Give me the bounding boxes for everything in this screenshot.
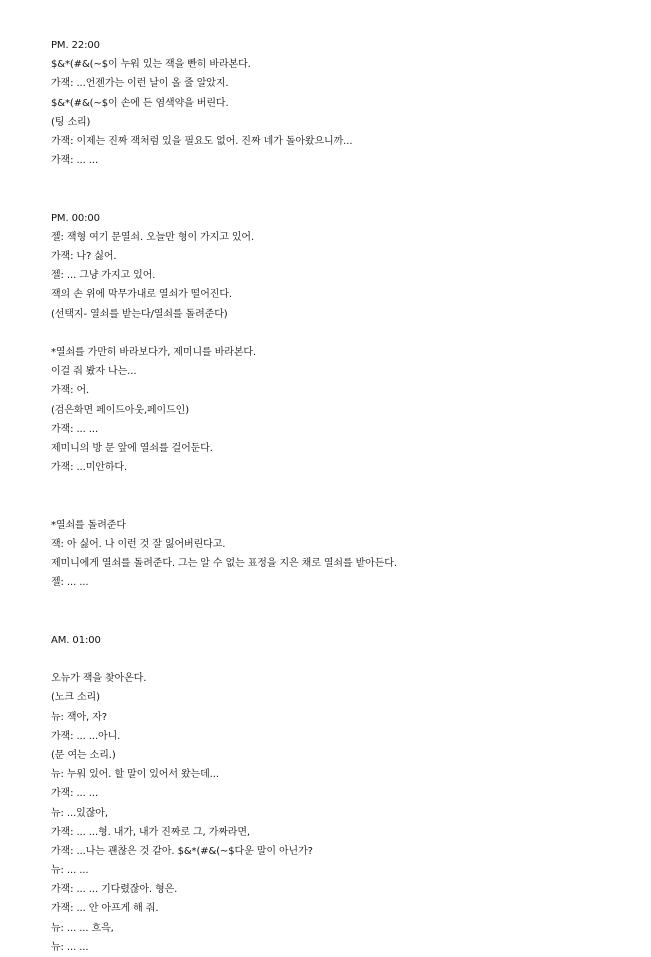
script-line: (검은화면 페이드아웃,페이드인) xyxy=(51,404,190,416)
script-line: (팅 소리) xyxy=(51,116,91,128)
script-line: 가잭: ... ...아니. xyxy=(51,730,121,742)
script-line: (문 여는 소리.) xyxy=(51,749,116,761)
script-line: $&*(#&(~$이 누워 있는 잭을 빤히 바라본다. xyxy=(51,59,251,71)
script-line: 가잭: ... ...형. 내가, 내가 진짜로 그, 가짜라면, xyxy=(51,826,251,838)
script-line: 가잭: ... ... xyxy=(51,423,99,435)
script-line: 제미니의 방 문 앞에 열쇠를 걸어둔다. xyxy=(51,442,213,454)
script-line: 가잭: ...나는 괜찮은 것 같아. $&*(#&(~$다운 말이 아닌가? xyxy=(51,845,313,857)
script-line: 젤: 잭형 여기 문열쇠. 오늘만 형이 가지고 있어. xyxy=(51,231,255,243)
script-line: 잭의 손 위에 막무가내로 열쇠가 떨어진다. xyxy=(51,289,232,301)
time-heading: AM. 01:00 xyxy=(51,634,101,646)
script-line: 이걸 줘 봤자 나는... xyxy=(51,366,137,378)
time-heading: PM. 22:00 xyxy=(51,40,100,51)
script-line: 뉴: ... ... xyxy=(51,941,89,953)
script-line: 가잭: 어. xyxy=(51,385,90,397)
section-spacer xyxy=(51,324,641,343)
script-line: 뉴: ... ... xyxy=(51,865,89,877)
script-line: 가잭: ...미안하다. xyxy=(51,462,128,474)
choice-line: (선택지- 열쇠를 받는다/열쇠를 돌려준다) xyxy=(51,308,228,320)
script-line: 가잭: ...언젠가는 이런 날이 올 줄 알았지. xyxy=(51,78,229,90)
script-line: (노크 소리) xyxy=(51,692,100,704)
script-line: 가잭: ... ... xyxy=(51,155,99,167)
section-spacer xyxy=(51,592,641,630)
section-am-0100-heading xyxy=(51,631,641,650)
section-spacer xyxy=(51,170,641,208)
script-line: 뉴: 누워 있어. 할 말이 있어서 왔는데... xyxy=(51,769,219,781)
script-line: 가잭: ... ... 기다렸잖아. 형은. xyxy=(51,884,178,896)
time-heading: PM. 00:00 xyxy=(51,212,100,224)
script-line: 뉴: 잭아, 자? xyxy=(51,711,107,723)
section-pm-2200 xyxy=(51,36,641,170)
script-line: 젤: ... 그냥 가지고 있어. xyxy=(51,270,156,282)
script-line: 제미니에게 열쇠를 돌려준다. 그는 알 수 없는 표정을 지은 채로 열쇠를 받아든다. xyxy=(51,558,397,570)
section-pm-0000 xyxy=(51,209,641,324)
section-spacer xyxy=(51,650,641,669)
script-line: 가잭: ... 안 아프게 해 줘. xyxy=(51,903,159,915)
script-line: 잭: 아 싫어. 나 이런 것 잘 잃어버린다고. xyxy=(51,538,226,550)
document-body xyxy=(51,36,641,957)
script-line: 가잭: 나? 싫어. xyxy=(51,251,117,263)
section-spacer xyxy=(51,477,641,515)
section-choice-take-key xyxy=(51,343,641,477)
script-line: 뉴: ...있잖아, xyxy=(51,807,108,819)
section-am-0100 xyxy=(51,669,641,957)
script-line: 젤: ... ... xyxy=(51,577,89,589)
choice-heading: *열쇠를 돌려준다 xyxy=(51,519,126,531)
script-line: 가잭: 이제는 진짜 잭처럼 있을 필요도 없어. 진짜 네가 돌아왔으니까... xyxy=(51,135,353,147)
script-line: 가잭: ... ... xyxy=(51,788,99,800)
script-line: 뉴: ... ... 흐윽, xyxy=(51,922,114,934)
script-line: 오뉴가 잭을 찾아온다. xyxy=(51,673,147,685)
choice-heading: *열쇠를 가만히 바라보다가, 제미니를 바라본다. xyxy=(51,347,257,359)
script-line: $&*(#&(~$이 손에 든 염색약을 버린다. xyxy=(51,97,229,109)
section-choice-return-key xyxy=(51,516,641,593)
